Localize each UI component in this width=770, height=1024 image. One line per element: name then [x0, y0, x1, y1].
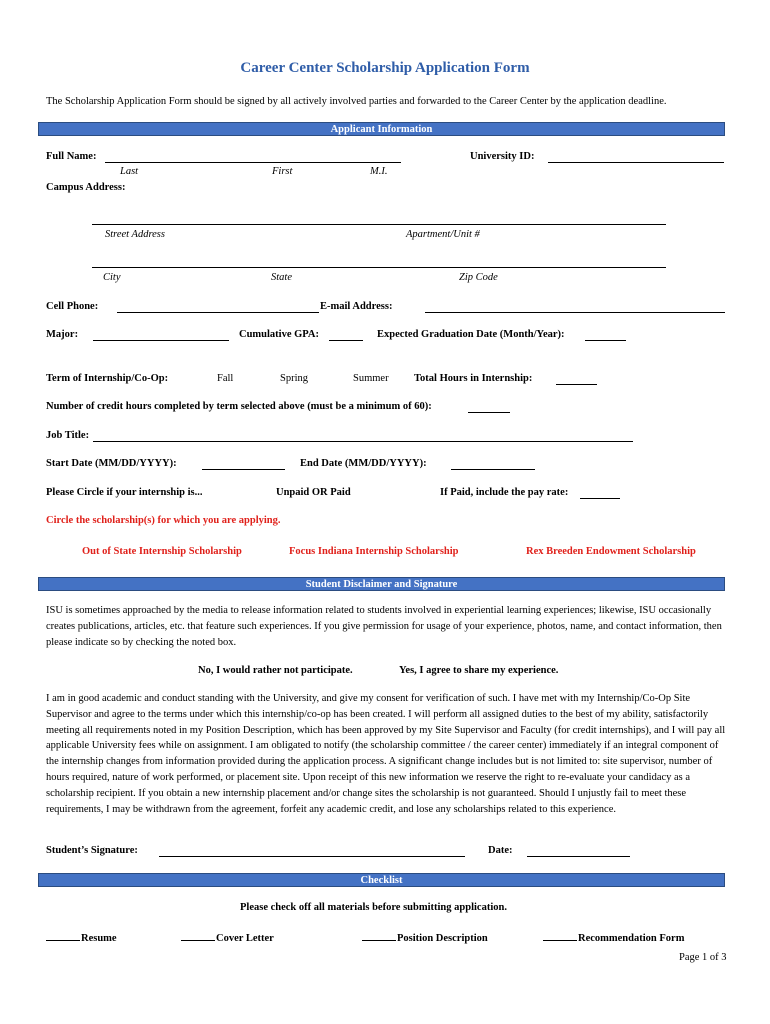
cell-phone-field[interactable] — [117, 312, 319, 313]
university-id-label: University ID: — [470, 151, 535, 162]
zip-code-caption: Zip Code — [459, 272, 498, 283]
circle-scholarship-instruction: Circle the scholarship(s) for which you are applying. — [46, 515, 281, 526]
checklist-item-resume[interactable] — [46, 930, 117, 944]
checklist-item-label: Cover Letter — [216, 933, 274, 944]
page-number: Page 1 of 3 — [679, 952, 727, 963]
scholarship-option[interactable]: Rex Breeden Endowment Scholarship — [526, 546, 696, 557]
total-hours-label: Total Hours in Internship: — [414, 373, 533, 384]
apartment-unit-caption: Apartment/Unit # — [406, 229, 480, 240]
option-yes-share[interactable]: Yes, I agree to share my experience. — [399, 665, 559, 676]
major-field[interactable] — [93, 340, 229, 341]
date-field[interactable] — [527, 856, 630, 857]
street-address-field[interactable] — [92, 224, 666, 225]
email-field[interactable] — [425, 312, 725, 313]
job-title-field[interactable] — [93, 441, 633, 442]
university-id-field[interactable] — [548, 162, 724, 163]
scholarship-option[interactable]: Focus Indiana Internship Scholarship — [289, 546, 459, 557]
email-label: E-mail Address: — [320, 301, 393, 312]
gpa-field[interactable] — [329, 340, 363, 341]
term-spring-option[interactable]: Spring — [280, 373, 309, 384]
agreement-text: I am in good academic and conduct standing with the University, and give my consent for verification of such. I have met with my Internship/Co-Op Site Supervisor and agree to the terms under which this internship/co-op has been created. I will perform all assigned duties to the best of my ability, satisfactorily meeting all requirements noted in my Position Description, which has been approved by my Site Supervisor and Faculty (for credit internships), and I will pay all applicable University fees while on assignment. I am obligated to notify (the scholarship committee / the career center) immediately if an integral component of the internship changes from information provided during the application process. A significant change includes but is not limited to: site supervisor, number of hours required, nature of work performed, or placement site. Upon receipt of this new information we reserve the right to re-evaluate your candidacy as a scholarship recipient. If you obtain a new internship placement and/or change sites the scholarship is not guaranteed. Should I unjustly fail to meet these requirements, I may be withdrawn from the agreement, forfeit any academic credit, and lose any scholarships related to this experience. — [46, 693, 726, 815]
term-summer-option[interactable]: Summer — [353, 373, 389, 384]
start-date-label: Start Date (MM/DD/YYYY): — [46, 458, 177, 469]
full-name-field[interactable] — [105, 162, 401, 163]
campus-address-label: Campus Address: — [46, 182, 126, 193]
unpaid-or-paid-options[interactable]: Unpaid OR Paid — [276, 487, 351, 498]
city-caption: City — [103, 272, 121, 283]
checklist-item-label: Recommendation Form — [578, 933, 685, 944]
checklist-header: Checklist — [38, 873, 725, 887]
checklist-item-label: Position Description — [397, 933, 488, 944]
applicant-information-header: Applicant Information — [38, 122, 725, 136]
checklist-item-label: Resume — [81, 933, 117, 944]
term-label: Term of Internship/Co-Op: — [46, 373, 169, 384]
checkbox-blank[interactable] — [181, 930, 215, 941]
grad-date-label: Expected Graduation Date (Month/Year): — [377, 329, 565, 340]
checklist-item-recommendation-form[interactable] — [543, 930, 684, 944]
name-last-caption: Last — [120, 166, 139, 177]
start-date-field[interactable] — [202, 469, 285, 470]
pay-rate-field[interactable] — [580, 498, 620, 499]
scholarship-option[interactable]: Out of State Internship Scholarship — [82, 546, 242, 557]
checkbox-blank[interactable] — [362, 930, 396, 941]
city-state-zip-field[interactable] — [92, 267, 666, 268]
signature-field[interactable] — [159, 856, 465, 857]
checkbox-blank[interactable] — [543, 930, 577, 941]
major-label: Major: — [46, 329, 79, 340]
name-mi-caption: M.I. — [370, 166, 388, 177]
state-caption: State — [271, 272, 292, 283]
gpa-label: Cumulative GPA: — [239, 329, 320, 340]
signature-label: Student’s Signature: — [46, 845, 138, 856]
grad-date-field[interactable] — [585, 340, 626, 341]
pay-rate-label: If Paid, include the pay rate: — [440, 487, 569, 498]
date-label: Date: — [488, 845, 513, 856]
cell-phone-label: Cell Phone: — [46, 301, 99, 312]
total-hours-field[interactable] — [556, 384, 597, 385]
checklist-item-position-description[interactable] — [362, 930, 488, 944]
checklist-instruction: Please check off all materials before submitting application. — [240, 902, 507, 913]
checklist-item-cover-letter[interactable] — [181, 930, 274, 944]
media-release-text: ISU is sometimes approached by the media to release information related to students involved in experiential learning experiences; likewise, ISU occasionally creates publications, articles, etc. that feature such experiences. If you give permission for usage of your experience, photos, name, and contact information, then please indicate so by checking the noted box. — [46, 605, 722, 648]
circle-internship-label: Please Circle if your internship is... — [46, 487, 203, 498]
term-fall-option[interactable]: Fall — [217, 373, 234, 384]
credit-hours-field[interactable] — [468, 412, 510, 413]
name-first-caption: First — [272, 166, 293, 177]
end-date-field[interactable] — [451, 469, 535, 470]
page-title: Career Center Scholarship Application Form — [240, 60, 530, 76]
checkbox-blank[interactable] — [46, 930, 80, 941]
disclaimer-header: Student Disclaimer and Signature — [38, 577, 725, 591]
job-title-label: Job Title: — [46, 430, 90, 441]
end-date-label: End Date (MM/DD/YYYY): — [300, 458, 427, 469]
credit-hours-label: Number of credit hours completed by term selected above (must be a minimum of 60): — [46, 401, 432, 412]
full-name-label: Full Name: — [46, 151, 97, 162]
option-no-participate[interactable]: No, I would rather not participate. — [198, 665, 353, 676]
intro-text: The Scholarship Application Form should be signed by all actively involved parties and forwarded to the Career Center by the application deadline. — [46, 96, 667, 107]
street-address-caption: Street Address — [105, 229, 165, 240]
